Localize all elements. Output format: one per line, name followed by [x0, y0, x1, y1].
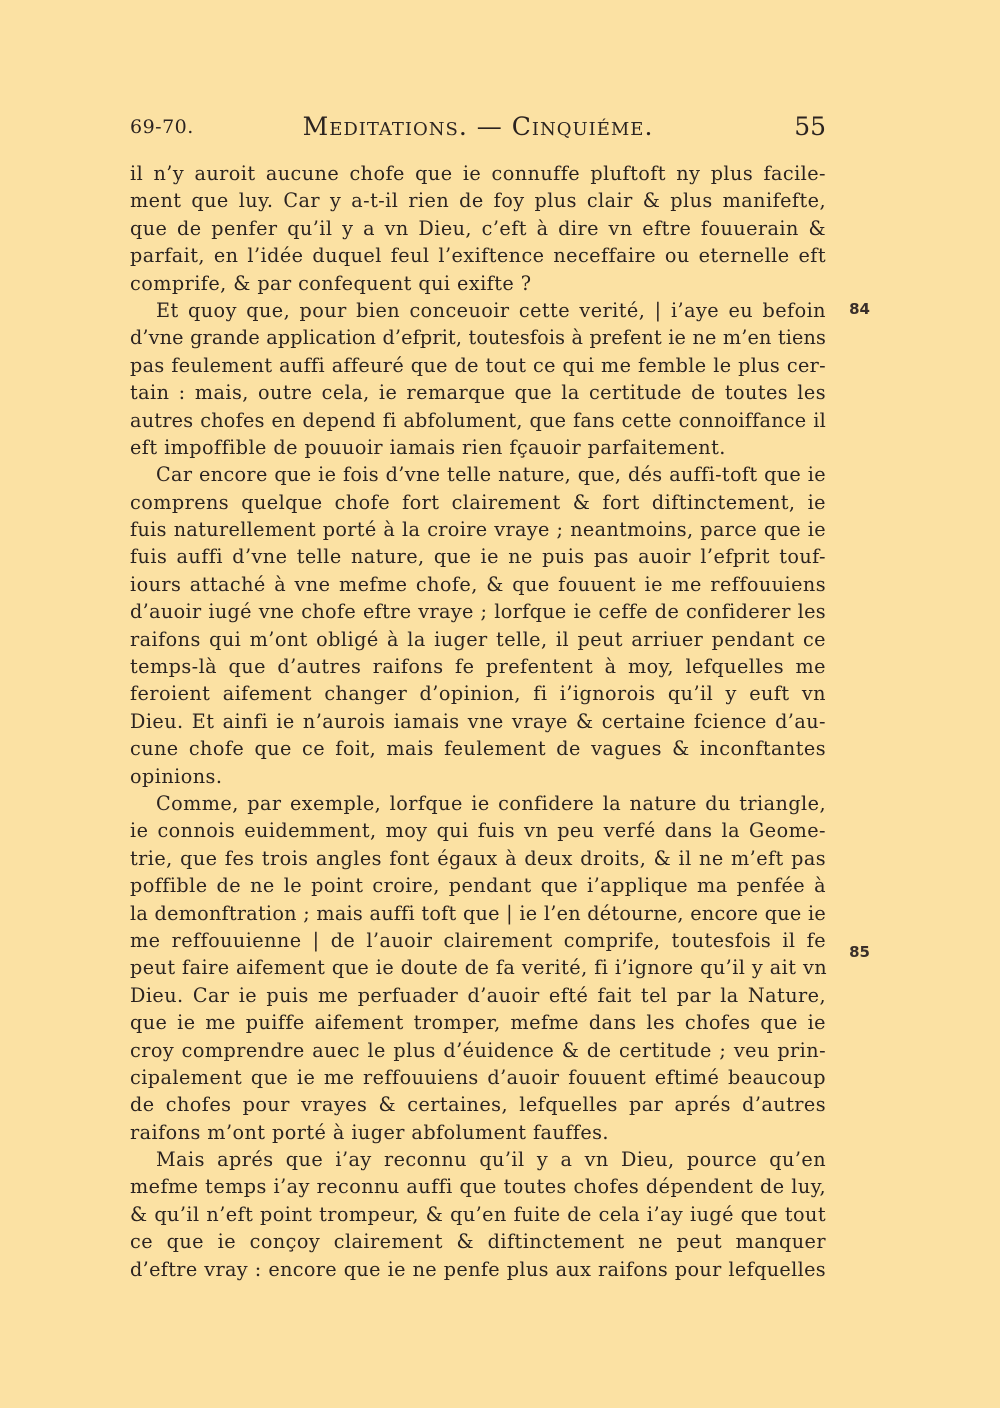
- text-line: comprife, & par confequent qui exifte ?: [130, 271, 532, 295]
- text-line: ie connois euidemment, moy qui fuis vn peu verfé dans la Geome-: [130, 819, 826, 843]
- text-line: Mais aprés que i’ay reconnu qu’il y a vn Dieu, pource qu’en: [156, 1148, 826, 1172]
- text-line: mefme temps i’ay reconnu auffi que toutes chofes dépendent de luy,: [130, 1175, 826, 1199]
- text-line: ment que luy. Car y a-t-il rien de foy plus clair & plus manifefte,: [130, 189, 826, 213]
- text-line: que de penfer qu’il y a vn Dieu, c’eft à dire vn eftre fouuerain &: [130, 216, 826, 240]
- page-number: 55: [794, 112, 826, 141]
- text-line: de chofes pour vrayes & certaines, lefquelles par aprés d’autres: [130, 1093, 826, 1117]
- text-line: trie, que fes trois angles font égaux à deux droits, & il ne m’eft pas: [130, 846, 826, 870]
- text-line: d’auoir iugé vne chofe eftre vraye ; lorfque ie ceffe de confiderer les: [130, 600, 826, 624]
- text-line: ce que ie conçoy clairement & diftinctement ne peut manquer: [130, 1230, 826, 1254]
- text-line: Et quoy que, pour bien conceuoir cette verité, | i’aye eu befoin: [156, 298, 826, 322]
- text-line: pas feulement auffi affeuré que de tout ce qui me femble le plus cer-: [130, 353, 826, 377]
- text-line: & qu’il n’eft point trompeur, & qu’en fuite de cela i’ay iugé que tout: [130, 1202, 826, 1226]
- running-header: [130, 112, 826, 148]
- text-line: raifons qui m’ont obligé à la iuger telle, il peut arriuer pendant ce: [130, 627, 826, 651]
- page-range: 69-70.: [130, 116, 194, 138]
- text-line: Dieu. Car ie puis me perfuader d’auoir efté fait tel par la Nature,: [130, 983, 826, 1007]
- text-line: autres chofes en depend fi abfolument, que fans cette connoiffance il: [130, 408, 826, 432]
- text-line: peut faire aifement que ie doute de fa verité, fi i’ignore qu’il y ait vn: [130, 956, 828, 980]
- text-line: temps-là que d’autres raifons fe prefentent à moy, lefquelles me: [130, 655, 826, 679]
- text-line: iours attaché à vne mefme chofe, & que fouuent ie me reffouuiens: [130, 572, 826, 596]
- text-line: d’vne grande application d’efprit, toutesfois à prefent ie ne m’en tiens: [130, 326, 826, 350]
- text-line: me reffouuienne | de l’auoir clairement comprife, toutesfois il fe: [130, 928, 826, 952]
- text-line: d’eftre vray : encore que ie ne penfe plus aux raifons pour lefquelles: [130, 1257, 826, 1281]
- text-line: Car encore que ie fois d’vne telle nature, que, dés auffi-toft que ie: [156, 463, 826, 487]
- text-line: feroient aifement changer d’opinion, fi i’ignorois qu’il y euft vn: [130, 682, 826, 706]
- margin-page-number: 84: [849, 300, 870, 318]
- text-line: Dieu. Et ainfi ie n’aurois iamais vne vraye & certaine fcience d’au-: [130, 709, 826, 733]
- text-line: la demonftration ; mais auffi toft que | ie l’en détourne, encore que ie: [130, 901, 826, 925]
- text-line: il n’y auroit aucune chofe que ie connuffe pluftoft ny plus facile-: [130, 162, 826, 185]
- margin-page-number: 85: [849, 943, 870, 961]
- text-line: Comme, par exemple, lorfque ie confidere la nature du triangle,: [156, 791, 826, 815]
- text-line: fuis naturellement porté à la croire vraye ; neantmoins, parce que ie: [130, 518, 826, 542]
- text-line: eft impoffible de pouuoir iamais rien fçauoir parfaitement.: [130, 435, 726, 459]
- running-title: Meditations. — Cinquiéme.: [302, 112, 654, 141]
- body-text: [130, 160, 826, 1283]
- text-line: cipalement que ie me reffouuiens d’auoir fouuent eftimé beaucoup: [130, 1065, 826, 1089]
- text-line: poffible de ne le point croire, pendant que i’applique ma penfée à: [130, 874, 826, 898]
- text-line: parfait, en l’idée duquel feul l’exiftence neceffaire ou eternelle eft: [130, 244, 826, 268]
- text-line: cune chofe que ce foit, mais feulement de vagues & inconftantes: [130, 737, 826, 761]
- text-line: comprens quelque chofe fort clairement & fort diftinctement, ie: [130, 490, 826, 514]
- text-line: opinions.: [130, 764, 223, 788]
- text-line: tain : mais, outre cela, ie remarque que la certitude de toutes les: [130, 381, 826, 405]
- text-line: que ie me puiffe aifement tromper, mefme dans les chofes que ie: [130, 1011, 826, 1035]
- text-line: raifons m’ont porté à iuger abfolument fauffes.: [130, 1120, 609, 1144]
- text-line: fuis auffi d’vne telle nature, que ie ne puis pas auoir l’efprit touf-: [130, 545, 826, 569]
- text-line: croy comprendre auec le plus d’éuidence & de certitude ; veu prin-: [130, 1038, 826, 1062]
